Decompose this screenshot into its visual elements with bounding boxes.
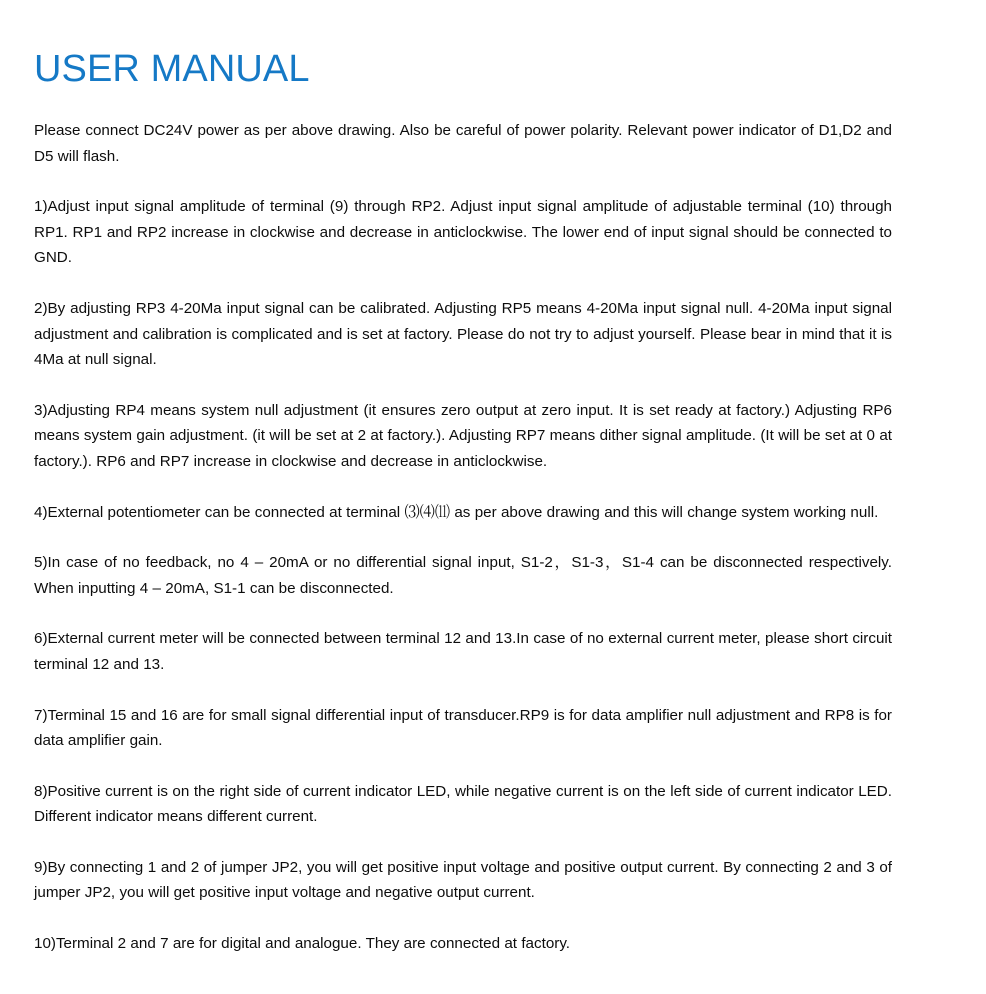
paragraph-item-6: 6)External current meter will be connected between terminal 12 and 13.In case of no external current meter, please short circuit terminal 12 and 13.	[34, 630, 892, 673]
paragraph-item-2: 2)By adjusting RP3 4-20Ma input signal can be calibrated. Adjusting RP5 means 4-20Ma input signal null. 4-20Ma input signal adjustment and calibration is complicated and is set at factory. Please do not try to adjust yourself. Please bear in mind that it is 4Ma at null signal.	[34, 299, 892, 369]
page-title: USER MANUAL	[34, 48, 310, 91]
paragraph-item-4: 4)External potentiometer can be connected at terminal ⑶⑷⑾ as per above drawing and this will change system working null.	[34, 503, 879, 521]
manual-body	[34, 118, 892, 957]
paragraph-item-1: 1)Adjust input signal amplitude of terminal (9) through RP2. Adjust input signal amplitude of adjustable terminal (10) through RP1. RP1 and RP2 increase in clockwise and decrease in anticlockwise. The lower end of input signal should be connected to GND.	[34, 198, 892, 267]
paragraph-item-10: 10)Terminal 2 and 7 are for digital and analogue. They are connected at factory.	[34, 935, 571, 953]
paragraph-item-7: 7)Terminal 15 and 16 are for small signal differential input of transducer.RP9 is for data amplifier null adjustment and RP8 is for data amplifier gain.	[34, 706, 892, 750]
paragraph-item-5: 5)In case of no feedback, no 4 – 20mA or no differential signal input, S1-2，S1-3，S1-4 can be disconnected respectively. When inputting 4 – 20mA, S1-1 can be disconnected.	[34, 554, 892, 597]
paragraph-item-9: 9)By connecting 1 and 2 of jumper JP2, you will get positive input voltage and positive output current. By connecting 2 and 3 of jumper JP2, you will get positive input voltage and negative output current.	[34, 858, 892, 902]
paragraph-intro: Please connect DC24V power as per above drawing. Also be careful of power polarity. Relevant power indicator of D1,D2 and D5 will flash.	[34, 122, 892, 165]
paragraph-item-8: 8)Positive current is on the right side of current indicator LED, while negative current is on the left side of current indicator LED. Different indicator means different current.	[34, 782, 892, 826]
paragraph-item-3: 3)Adjusting RP4 means system null adjustment (it ensures zero output at zero input. It is set ready at factory.) Adjusting RP6 means system gain adjustment. (it will be set at 2 at factory.). Adjusting RP7 means dither signal amplitude. (It will be set at 0 at factory.). RP6 and RP7 increase in clockwise and decrease in anticlockwise.	[34, 401, 892, 470]
